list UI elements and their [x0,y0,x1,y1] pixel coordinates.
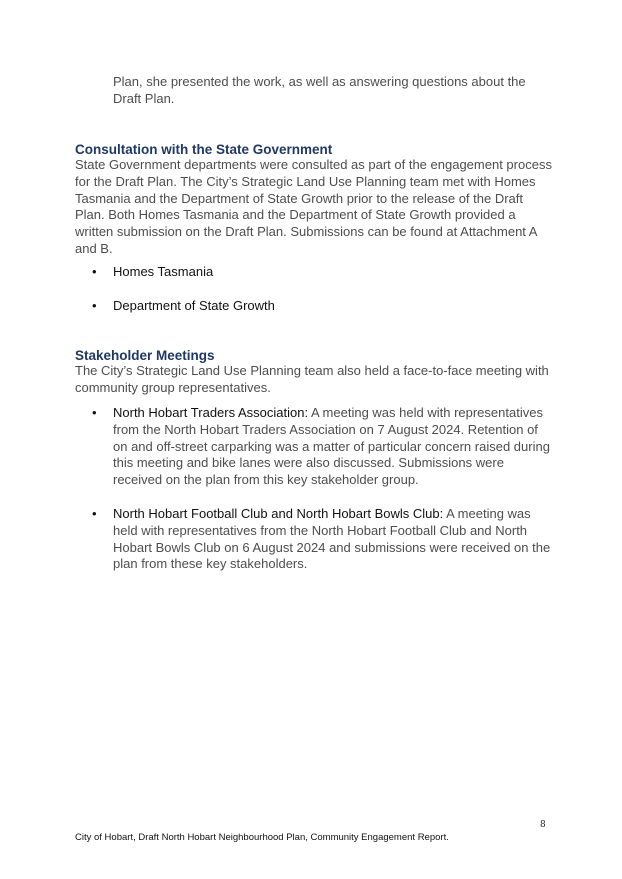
list-item [75,264,553,281]
continuation-paragraph: Plan, she presented the work, as well as answering questions about the Draft Plan. [113,74,526,106]
list-item [75,506,553,573]
page-footer: City of Hobart, Draft North Hobart Neighbourhood Plan, Community Engagement Report. [75,832,449,843]
bullet-icon: • [92,297,97,313]
stakeholder-bullet-list [75,405,553,590]
stakeholder-meetings-paragraph: The City’s Strategic Land Use Planning team also held a face-to-face meeting with community group representatives. [75,363,549,395]
list-item-text: Department of State Growth [113,297,275,313]
stakeholder-description: A meeting was held with representatives from the North Hobart Football Club and North Hobart Bowls Club on 6 August 2024 and submissions were received on the plan from these key stakeholders. [113,505,551,572]
bullet-icon: • [92,264,97,279]
state-government-bullet-list [75,264,553,332]
list-item-text: Homes Tasmania [113,264,214,279]
bullet-icon: • [92,405,97,420]
list-item [75,298,553,315]
bullet-icon: • [92,505,97,521]
list-item [75,405,553,489]
stakeholder-description: A meeting was held with representatives from the North Hobart Traders Association on 7 August 2024. Retention of on and off-street carparking was a matter of particular concern raised during this meeting and bike lanes were also discussed. Submissions were received on the plan from this key stakeholder group. [113,405,550,488]
page-number: 8 [540,820,546,830]
section-heading-stakeholder-meetings: Stakeholder Meetings [75,348,215,363]
stakeholder-name: North Hobart Traders Association: [113,405,309,420]
stakeholder-name: North Hobart Football Club and North Hobart Bowls Club: [113,505,444,521]
state-government-paragraph: State Government departments were consulted as part of the engagement process for the Draft Plan. The City’s Strategic Land Use Planning team met with Homes Tasmania and the Department of State Growth prior to the release of the Draft Plan. Both Homes Tasmania and the Department of State Growth provided a written submission on the Draft Plan. Submissions can be found at Attachment A and B. [75,157,552,256]
section-heading-state-government: Consultation with the State Government [75,142,333,157]
